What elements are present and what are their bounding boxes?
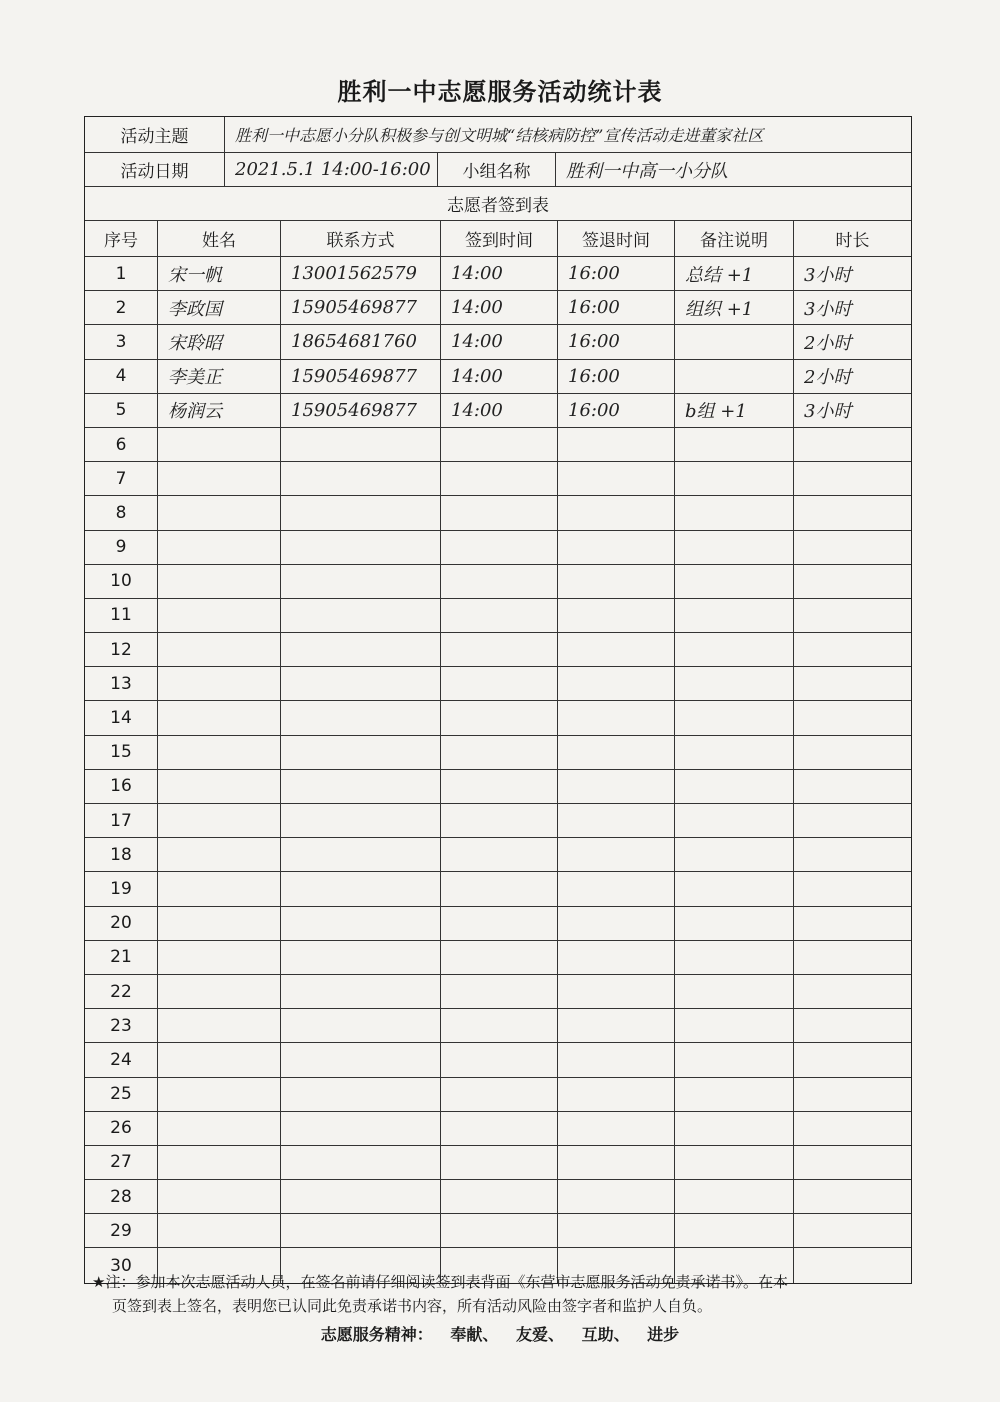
volunteer-name (158, 736, 281, 769)
remark (675, 667, 794, 700)
volunteer-name (158, 838, 281, 871)
activity-theme-value: 胜利一中志愿小分队积极参与创文明城“结核病防控”宣传活动走进董家社区 (235, 126, 764, 145)
signin-time: 14:00 (441, 291, 558, 324)
contact-phone (281, 1146, 441, 1179)
signout-time (558, 1146, 675, 1179)
signin-time (441, 1146, 558, 1179)
signin-subtitle: 志愿者签到表 (447, 196, 549, 216)
signin-time (441, 838, 558, 871)
signout-time (558, 667, 675, 700)
row-number: 25 (85, 1078, 158, 1111)
disclaimer-note (92, 1270, 912, 1318)
table-row (85, 770, 911, 804)
contact-phone (281, 496, 441, 529)
duration (794, 907, 911, 940)
remark (675, 428, 794, 461)
signout-time (558, 838, 675, 871)
signout-time (558, 531, 675, 564)
table-row (85, 838, 911, 872)
remark (675, 531, 794, 564)
remark (675, 975, 794, 1008)
header-signout-time: 签退时间 (558, 221, 675, 256)
volunteer-name (158, 1009, 281, 1042)
duration (794, 1009, 911, 1042)
contact-phone (281, 428, 441, 461)
signout-time (558, 1043, 675, 1076)
remark (675, 907, 794, 940)
contact-phone (281, 736, 441, 769)
remark (675, 736, 794, 769)
row-number: 30 (85, 1248, 158, 1282)
contact-phone (281, 462, 441, 495)
row-number: 7 (85, 462, 158, 495)
row-number: 17 (85, 804, 158, 837)
duration: 2小时 (804, 332, 852, 354)
page-title: 胜利一中志愿服务活动统计表 (337, 78, 663, 106)
duration (794, 1180, 911, 1213)
table-row (85, 428, 911, 462)
table-row (85, 1009, 911, 1043)
activity-date-value: 2021.5.1 14:00-16:00 (225, 153, 438, 186)
header-duration: 时长 (835, 231, 870, 251)
table-row (85, 531, 911, 565)
volunteer-name: 杨润云 (158, 394, 281, 427)
contact-phone (281, 1214, 441, 1247)
volunteer-name (158, 1214, 281, 1247)
signin-time (441, 633, 558, 666)
remark (675, 1112, 794, 1145)
table-row (85, 941, 911, 975)
table-row (85, 1112, 911, 1146)
contact-phone (281, 1180, 441, 1213)
signout-time: 16:00 (558, 360, 675, 393)
signout-time (558, 941, 675, 974)
remark (675, 565, 794, 598)
duration (794, 770, 911, 803)
duration (794, 701, 911, 734)
signin-time (441, 1180, 558, 1213)
duration (794, 804, 911, 837)
duration (794, 1146, 911, 1179)
contact-phone: 15905469877 (281, 360, 441, 393)
volunteer-name (158, 804, 281, 837)
duration (794, 1078, 911, 1111)
volunteer-name: 宋一帆 (158, 257, 281, 290)
volunteer-name (158, 1078, 281, 1111)
contact-phone (281, 907, 441, 940)
table-row (85, 1043, 911, 1077)
group-name-value: 胜利一中高一小分队 (566, 160, 728, 182)
duration (794, 496, 911, 529)
signout-time (558, 804, 675, 837)
signout-time (558, 1078, 675, 1111)
contact-phone: 15905469877 (281, 394, 441, 427)
remark (675, 1078, 794, 1111)
table-row (85, 1078, 911, 1112)
contact-phone (281, 941, 441, 974)
volunteer-name (158, 565, 281, 598)
statistics-table (84, 116, 912, 1284)
duration (794, 975, 911, 1008)
volunteer-name: 李美正 (158, 360, 281, 393)
signin-time (441, 941, 558, 974)
remark (675, 325, 794, 358)
volunteer-name (158, 462, 281, 495)
signout-time: 16:00 (558, 291, 675, 324)
volunteer-name (158, 633, 281, 666)
signout-time (558, 599, 675, 632)
table-row (85, 1180, 911, 1214)
activity-theme-row (85, 117, 911, 153)
contact-phone (281, 1043, 441, 1076)
volunteer-name (158, 1180, 281, 1213)
row-number: 6 (85, 428, 158, 461)
signout-time (558, 907, 675, 940)
remark (675, 1009, 794, 1042)
volunteer-name (158, 701, 281, 734)
signin-time (441, 736, 558, 769)
remark (675, 804, 794, 837)
signin-time (441, 1112, 558, 1145)
spirit-item: 奉献、 (450, 1325, 499, 1344)
row-number: 21 (85, 941, 158, 974)
remark (675, 1214, 794, 1247)
row-number: 18 (85, 838, 158, 871)
signin-time (441, 804, 558, 837)
contact-phone (281, 667, 441, 700)
signout-time (558, 1112, 675, 1145)
table-row (85, 360, 911, 394)
header-signin-time: 签到时间 (441, 221, 558, 256)
remark (675, 599, 794, 632)
signout-time (558, 565, 675, 598)
signin-time (441, 1214, 558, 1247)
table-row (85, 599, 911, 633)
remark (675, 941, 794, 974)
row-number: 8 (85, 496, 158, 529)
volunteer-name: 李政国 (158, 291, 281, 324)
volunteer-name (158, 872, 281, 905)
table-row (85, 325, 911, 359)
volunteer-name (158, 907, 281, 940)
activity-date-row (85, 153, 911, 187)
row-number: 9 (85, 531, 158, 564)
row-number: 11 (85, 599, 158, 632)
signin-time (441, 1043, 558, 1076)
activity-theme-label: 活动主题 (85, 117, 225, 152)
signin-subtitle-row (85, 187, 911, 221)
row-number: 24 (85, 1043, 158, 1076)
signout-time (558, 1214, 675, 1247)
signout-time: 16:00 (558, 325, 675, 358)
signout-time (558, 872, 675, 905)
signout-time (558, 770, 675, 803)
row-number: 27 (85, 1146, 158, 1179)
duration (794, 1043, 911, 1076)
duration: 3小时 (804, 401, 852, 423)
duration (794, 1214, 911, 1247)
table-row (85, 975, 911, 1009)
row-number: 16 (85, 770, 158, 803)
row-number: 23 (85, 1009, 158, 1042)
contact-phone: 18654681760 (281, 325, 441, 358)
contact-phone (281, 1112, 441, 1145)
signin-time (441, 1009, 558, 1042)
contact-phone (281, 599, 441, 632)
signin-time (441, 599, 558, 632)
signin-time (441, 565, 558, 598)
volunteer-name (158, 428, 281, 461)
remark (675, 462, 794, 495)
remark (675, 633, 794, 666)
row-number: 5 (85, 394, 158, 427)
row-number: 4 (85, 360, 158, 393)
table-row (85, 291, 911, 325)
contact-phone (281, 565, 441, 598)
table-row (85, 701, 911, 735)
volunteer-name (158, 531, 281, 564)
table-row (85, 462, 911, 496)
duration (794, 872, 911, 905)
row-number: 28 (85, 1180, 158, 1213)
duration (794, 428, 911, 461)
volunteer-name (158, 1043, 281, 1076)
duration: 2小时 (804, 367, 852, 389)
contact-phone (281, 804, 441, 837)
signin-time (441, 531, 558, 564)
row-number: 15 (85, 736, 158, 769)
duration (794, 531, 911, 564)
remark (675, 701, 794, 734)
duration (794, 565, 911, 598)
volunteer-name (158, 599, 281, 632)
note-line-2: 页签到表上签名，表明您已认同此免责承诺书内容，所有活动风险由签字者和监护人自负。 (112, 1297, 713, 1315)
contact-phone (281, 872, 441, 905)
duration (794, 462, 911, 495)
table-row (85, 565, 911, 599)
table-header-row (85, 221, 911, 257)
contact-phone (281, 701, 441, 734)
duration: 3小时 (804, 298, 852, 320)
note-line-1: ★注：参加本次志愿活动人员，在签名前请仔细阅读签到表背面《东营市志愿服务活动免责承诺书》。在本 (92, 1273, 788, 1291)
row-number: 3 (85, 325, 158, 358)
signout-time (558, 1009, 675, 1042)
volunteer-name (158, 1146, 281, 1179)
signout-time (558, 462, 675, 495)
signout-time (558, 975, 675, 1008)
signin-time (441, 428, 558, 461)
contact-phone (281, 770, 441, 803)
signin-time (441, 907, 558, 940)
signout-time (558, 736, 675, 769)
signin-time: 14:00 (441, 325, 558, 358)
remark (675, 1043, 794, 1076)
table-row (85, 804, 911, 838)
row-number: 20 (85, 907, 158, 940)
signin-time (441, 770, 558, 803)
contact-phone: 13001562579 (281, 257, 441, 290)
volunteer-name (158, 975, 281, 1008)
remark (675, 838, 794, 871)
contact-phone (281, 1009, 441, 1042)
table-row (85, 394, 911, 428)
spirit-label: 志愿服务精神： (320, 1325, 433, 1344)
signout-time (558, 701, 675, 734)
signout-time: 16:00 (558, 257, 675, 290)
duration (794, 633, 911, 666)
header-name: 姓名 (158, 221, 281, 256)
duration (794, 1112, 911, 1145)
contact-phone (281, 975, 441, 1008)
signin-time (441, 1078, 558, 1111)
row-number: 2 (85, 291, 158, 324)
table-row (85, 633, 911, 667)
table-row (85, 907, 911, 941)
table-row (85, 496, 911, 530)
duration (794, 736, 911, 769)
volunteer-name: 宋聆昭 (158, 325, 281, 358)
signin-time: 14:00 (441, 394, 558, 427)
remark (675, 872, 794, 905)
remark: 总结 +1 (675, 257, 794, 290)
spirit-item: 进步 (647, 1325, 680, 1344)
signout-time (558, 1180, 675, 1213)
header-remark: 备注说明 (675, 221, 794, 256)
volunteer-name (158, 770, 281, 803)
volunteer-name (158, 941, 281, 974)
signin-time: 14:00 (441, 360, 558, 393)
remark (675, 496, 794, 529)
row-number: 10 (85, 565, 158, 598)
spirit-item: 互助、 (581, 1325, 630, 1344)
table-body (85, 257, 911, 1283)
spirit-item: 友爱、 (515, 1325, 564, 1344)
row-number: 26 (85, 1112, 158, 1145)
signout-time (558, 496, 675, 529)
table-row (85, 1146, 911, 1180)
row-number: 29 (85, 1214, 158, 1247)
signin-time (441, 462, 558, 495)
table-row (85, 257, 911, 291)
duration (794, 941, 911, 974)
remark: 组织 +1 (675, 291, 794, 324)
contact-phone (281, 531, 441, 564)
header-contact: 联系方式 (281, 221, 441, 256)
row-number: 1 (85, 257, 158, 290)
table-row (85, 1214, 911, 1248)
signout-time (558, 428, 675, 461)
signin-time (441, 872, 558, 905)
table-row (85, 667, 911, 701)
row-number: 14 (85, 701, 158, 734)
row-number: 12 (85, 633, 158, 666)
duration (794, 667, 911, 700)
remark (675, 360, 794, 393)
duration (794, 838, 911, 871)
remark (675, 1146, 794, 1179)
contact-phone (281, 838, 441, 871)
contact-phone (281, 633, 441, 666)
volunteer-spirit (0, 1322, 1000, 1345)
remark (675, 1180, 794, 1213)
row-number: 19 (85, 872, 158, 905)
signin-time (441, 975, 558, 1008)
row-number: 13 (85, 667, 158, 700)
signout-time (558, 633, 675, 666)
duration (794, 599, 911, 632)
volunteer-name (158, 667, 281, 700)
signin-time (441, 701, 558, 734)
contact-phone (281, 1078, 441, 1111)
signout-time: 16:00 (558, 394, 675, 427)
volunteer-name (158, 1112, 281, 1145)
volunteer-name (158, 496, 281, 529)
table-row (85, 872, 911, 906)
table-row (85, 736, 911, 770)
signin-time (441, 667, 558, 700)
contact-phone: 15905469877 (281, 291, 441, 324)
signin-time (441, 496, 558, 529)
group-name-label: 小组名称 (438, 153, 556, 186)
remark: b组 +1 (675, 394, 794, 427)
duration: 3小时 (804, 264, 852, 286)
remark (675, 770, 794, 803)
activity-date-label: 活动日期 (85, 153, 225, 186)
header-no: 序号 (85, 221, 158, 256)
signin-time: 14:00 (441, 257, 558, 290)
row-number: 22 (85, 975, 158, 1008)
